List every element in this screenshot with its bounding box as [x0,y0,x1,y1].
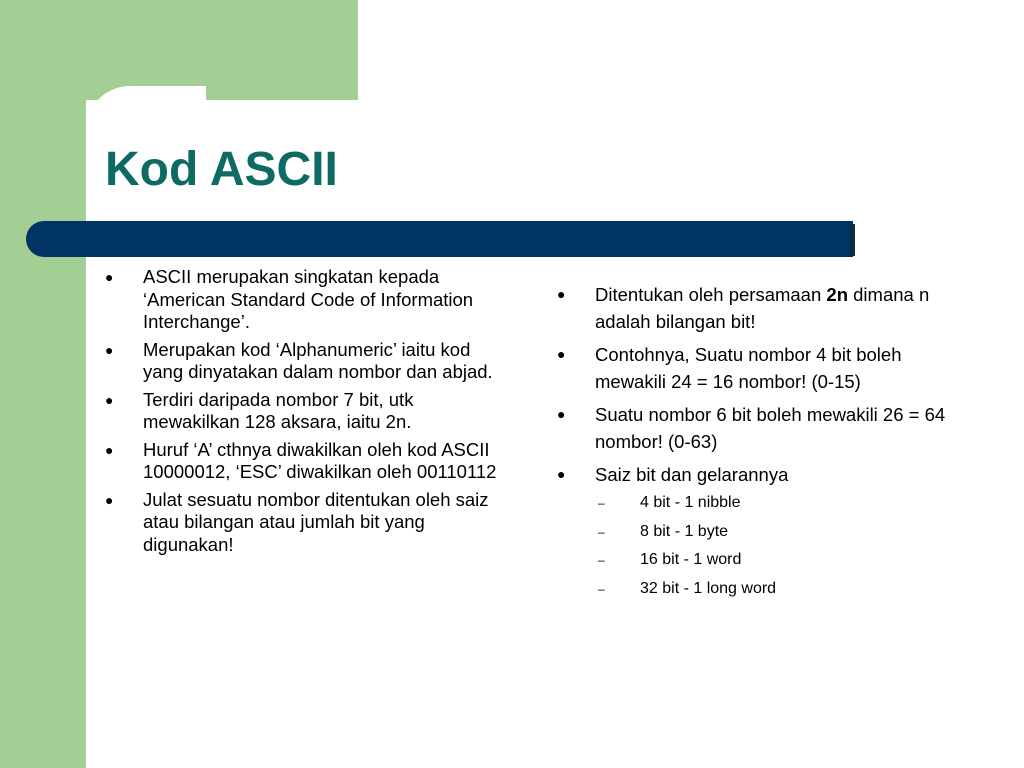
bullet-dot-icon: ● [557,346,566,362]
decor-green-left [0,0,86,768]
list-item [557,401,957,455]
sub-list-item [595,521,957,543]
list-item [557,461,957,600]
bullet-text: Terdiri daripada nombor 7 bit, utk mewakilkan 128 aksara, iaitu 2n. [143,388,414,432]
list-item [105,439,505,484]
bullet-text-bold: 2n [826,284,848,305]
left-bullet-list [105,266,505,561]
bullet-text: ASCII merupakan singkatan kepada ‘American Standard Code of Information Interchange’. [143,266,474,332]
bullet-dot-icon: ● [105,391,114,408]
bullet-dot-icon: ● [105,341,114,358]
sub-bullet-text: 16 bit - 1 word [640,551,742,568]
list-item [557,281,957,335]
title-bar-shadow [849,224,855,256]
sub-bullet-text: 8 bit - 1 byte [640,522,729,540]
sub-list-item [595,549,957,571]
dash-icon: – [598,581,605,596]
list-item [105,489,505,557]
bullet-dot-icon: ● [105,491,114,508]
list-item [105,389,505,434]
list-item [105,339,505,384]
bullet-dot-icon: ● [557,286,566,302]
sub-bullet-text: 32 bit - 1 long word [640,579,777,597]
dash-icon: – [598,553,605,567]
bullet-text: Contohnya, Suatu nombor 4 bit boleh mewakili 24 = 16 nombor! (0-15) [595,344,902,392]
bullet-text-prefix: Ditentukan oleh persamaan [595,284,827,305]
dash-icon: – [598,496,605,510]
bullet-dot-icon: ● [105,269,114,285]
dash-icon: – [598,524,605,539]
bullet-dot-icon: ● [557,406,566,422]
sub-list-item [595,492,957,514]
sub-bullet-text: 4 bit - 1 nibble [640,494,741,511]
list-item [105,266,505,334]
right-bullet-list [557,281,957,606]
bullet-text: Julat sesuatu nombor ditentukan oleh saiz atau bilangan atau jumlah bit yang digunakan! [143,488,489,555]
bullet-text: Saiz bit dan gelarannya [595,464,789,485]
list-item [557,341,957,395]
bullet-text: Huruf ‘A’ cthnya diwakilkan oleh kod ASCII 10000012, ‘ESC’ diwakilkan oleh 00110112 [143,438,497,482]
sub-list-item [595,578,957,600]
bullet-text: Merupakan kod ‘Alphanumeric’ iaitu kod yang dinyatakan dalam nombor dan abjad. [143,338,493,382]
bullet-dot-icon: ● [557,466,566,482]
bullet-text-suffix: dimana n adalah bilangan bit! [595,284,930,332]
bullet-dot-icon: ● [105,441,114,458]
bullet-text: Suatu nombor 6 bit boleh mewakili 26 = 64 nombor! (0-63) [595,404,946,452]
sub-bullet-list [598,492,957,600]
slide-title: Kod ASCII [105,143,338,196]
title-underline-bar [26,221,853,257]
